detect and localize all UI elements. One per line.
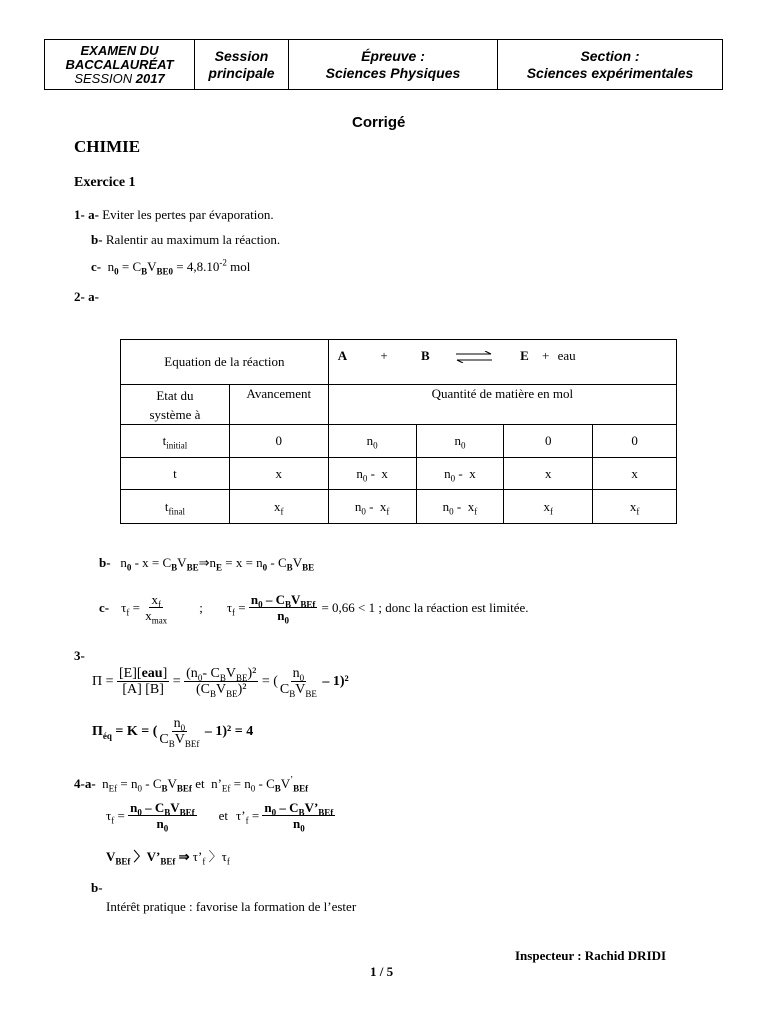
q1-a-line: [74, 207, 274, 223]
advancement-label: Avancement: [246, 386, 312, 401]
reaction-table: [120, 339, 677, 524]
subject-heading: CHIMIE: [74, 137, 141, 156]
q1-c-value: = 4,8.10: [176, 259, 220, 274]
epreuve-2: Sciences Physiques: [325, 64, 461, 81]
quantity-label-cell: [328, 385, 676, 425]
qty-e-cell: x: [504, 458, 593, 490]
state-cell: t: [121, 458, 230, 490]
q4-a-line: 4-a- $n_{Ef} = n_0 - C_BV_{BEf}$ et $n’_{Ef} = n_0 - C_BV^’_{BEf}$: [74, 774, 309, 794]
equilibrium-arrows-icon: [455, 351, 493, 363]
q3-k-line: $\Pi_{éq} = K$ = ( $\frac{n_0}{C_BV_{BEf}}$ – 1)² = 4: [92, 716, 254, 749]
q2-c-label: c-: [99, 599, 110, 615]
q2-a-label: a-: [88, 289, 99, 304]
q1-c-line: c- $n_0 = C_BV_{BE0} = 4,8.10^{-2}$ mol: [91, 257, 251, 277]
state-label-1: Etat du: [156, 388, 194, 403]
q2-number: 2-: [74, 289, 85, 304]
state-cell: $t_{final}$: [121, 490, 230, 524]
section-cell: [498, 40, 722, 89]
qty-b-cell: $n_0 - x_f$: [416, 490, 504, 524]
plus-2: +: [542, 348, 550, 363]
q4-et-1: et: [195, 776, 205, 791]
page-title: Corrigé: [352, 114, 406, 131]
section-2: Sciences expérimentales: [526, 64, 694, 81]
product-e: E: [520, 348, 529, 363]
epreuve-1: Épreuve :: [361, 47, 425, 64]
table-row: [121, 490, 677, 524]
q2-c-line: c- $\tau_f$ = $\frac{x_f}{x_{max}}$ ; $\tau_f$ = $\frac{n_0 - C_BV_{BEf}}{n_0}$ = 0,66 < 1 ; donc la réaction est limitée.: [99, 592, 529, 626]
qty-b-cell: $n_0$: [416, 425, 504, 458]
quantity-label: Quantité de matière en mol: [431, 386, 574, 401]
q3-pi-line: Π = $\frac{\text{[E][eau]}}{[A] [B]}$ = $\frac{(n_0- C_BV_{BE})^2}{(C_BV_{BE})^2}$ = ( $\frac{n_0}{C_BV_{BE}}$ – 1)²: [92, 666, 349, 699]
q1-a-text: Eviter les pertes par évaporation.: [102, 207, 274, 222]
q1-b-text: Ralentir au maximum la réaction.: [105, 232, 281, 247]
table-row: [121, 458, 677, 490]
qty-b-cell: $n_0$ - x: [416, 458, 504, 490]
q2-c-result: = 0,66 < 1 ; donc la réaction est limitée.: [321, 599, 529, 615]
exam-header: [44, 39, 723, 90]
adv-cell: $x_f$: [229, 490, 328, 524]
session-label: SESSION: [74, 70, 133, 86]
qty-a-cell: $n_0$ - x: [328, 458, 416, 490]
qty-e-cell: $x_f$: [504, 490, 593, 524]
advancement-label-cell: [229, 385, 328, 425]
epreuve-cell: [289, 40, 498, 89]
session-year: 2017: [135, 70, 165, 86]
state-label-2: système à: [149, 407, 201, 422]
q2-b-label: b-: [99, 555, 111, 570]
q1-c-exponent: -2: [219, 257, 227, 268]
q4-b-text: Intérêt pratique : favorise la formation de l’ester: [106, 899, 357, 914]
q1-a-label: a-: [88, 207, 99, 222]
section-1: Section :: [580, 47, 640, 64]
q4-number: 4-a-: [74, 776, 96, 791]
session-line: [74, 72, 164, 86]
qty-water-cell: $x_f$: [593, 490, 677, 524]
inspector-name: Inspecteur : Rachid DRIDI: [515, 948, 667, 963]
q1-b-line: [91, 232, 280, 248]
exam-line-2: BACCALAURÉAT: [65, 56, 174, 72]
session-type-2: principale: [208, 64, 275, 81]
q2-a-line: [74, 289, 99, 305]
qty-a-cell: $n_0 - x_f$: [328, 490, 416, 524]
exercise-heading: Exercice 1: [74, 175, 136, 190]
q4-et-2: et: [218, 807, 229, 823]
q1-c-unit: mol: [230, 259, 251, 274]
session-type-cell: [195, 40, 289, 89]
q1-b-label: b-: [91, 232, 103, 247]
state-cell: $t_{initial}$: [121, 425, 230, 458]
q4-compare-line: $V_{BEf}$ 〉$V’_{BEf}$ ⇒ $\tau’_f$ 〉$\tau_f$: [106, 849, 230, 867]
qty-water-cell: x: [593, 458, 677, 490]
adv-cell: 0: [229, 425, 328, 458]
q2-b-line: b- $n_0$ - $x = C_BV_{BE}\Rightarrow n_E = x = n_0 - C_BV_{BE}$: [99, 555, 315, 573]
equation-label: Equation de la réaction: [164, 354, 285, 369]
product-water: eau: [557, 348, 576, 363]
exam-line-1: EXAMEN DU: [80, 42, 159, 58]
equation-cell: [328, 340, 676, 385]
reactant-b: B: [420, 348, 430, 363]
plus-1: +: [380, 348, 388, 363]
qty-water-cell: 0: [593, 425, 677, 458]
session-type-1: Session: [214, 47, 269, 64]
q3-number: 3-: [74, 648, 85, 663]
q1-number: 1-: [74, 207, 85, 222]
q1-c-label: c-: [91, 259, 102, 274]
q3-k-result: = 4: [234, 723, 254, 739]
q4-b-label: b-: [91, 880, 103, 895]
adv-cell: x: [229, 458, 328, 490]
reactant-a: A: [337, 348, 348, 363]
state-label-cell: [121, 385, 230, 425]
equation-label-cell: [121, 340, 329, 385]
qty-a-cell: $n_0$: [328, 425, 416, 458]
exam-title-cell: [45, 40, 195, 89]
page-number: 1 / 5: [370, 964, 394, 979]
table-row: [121, 425, 677, 458]
qty-e-cell: 0: [504, 425, 593, 458]
q4-tau-line: $\tau_f$ = $\frac{n_0 - C_BV_{BEf}}{n_0}$ et $\tau’_f$ = $\frac{n_0 - C_BV’_{BEf}}{n_0}$: [106, 800, 334, 834]
